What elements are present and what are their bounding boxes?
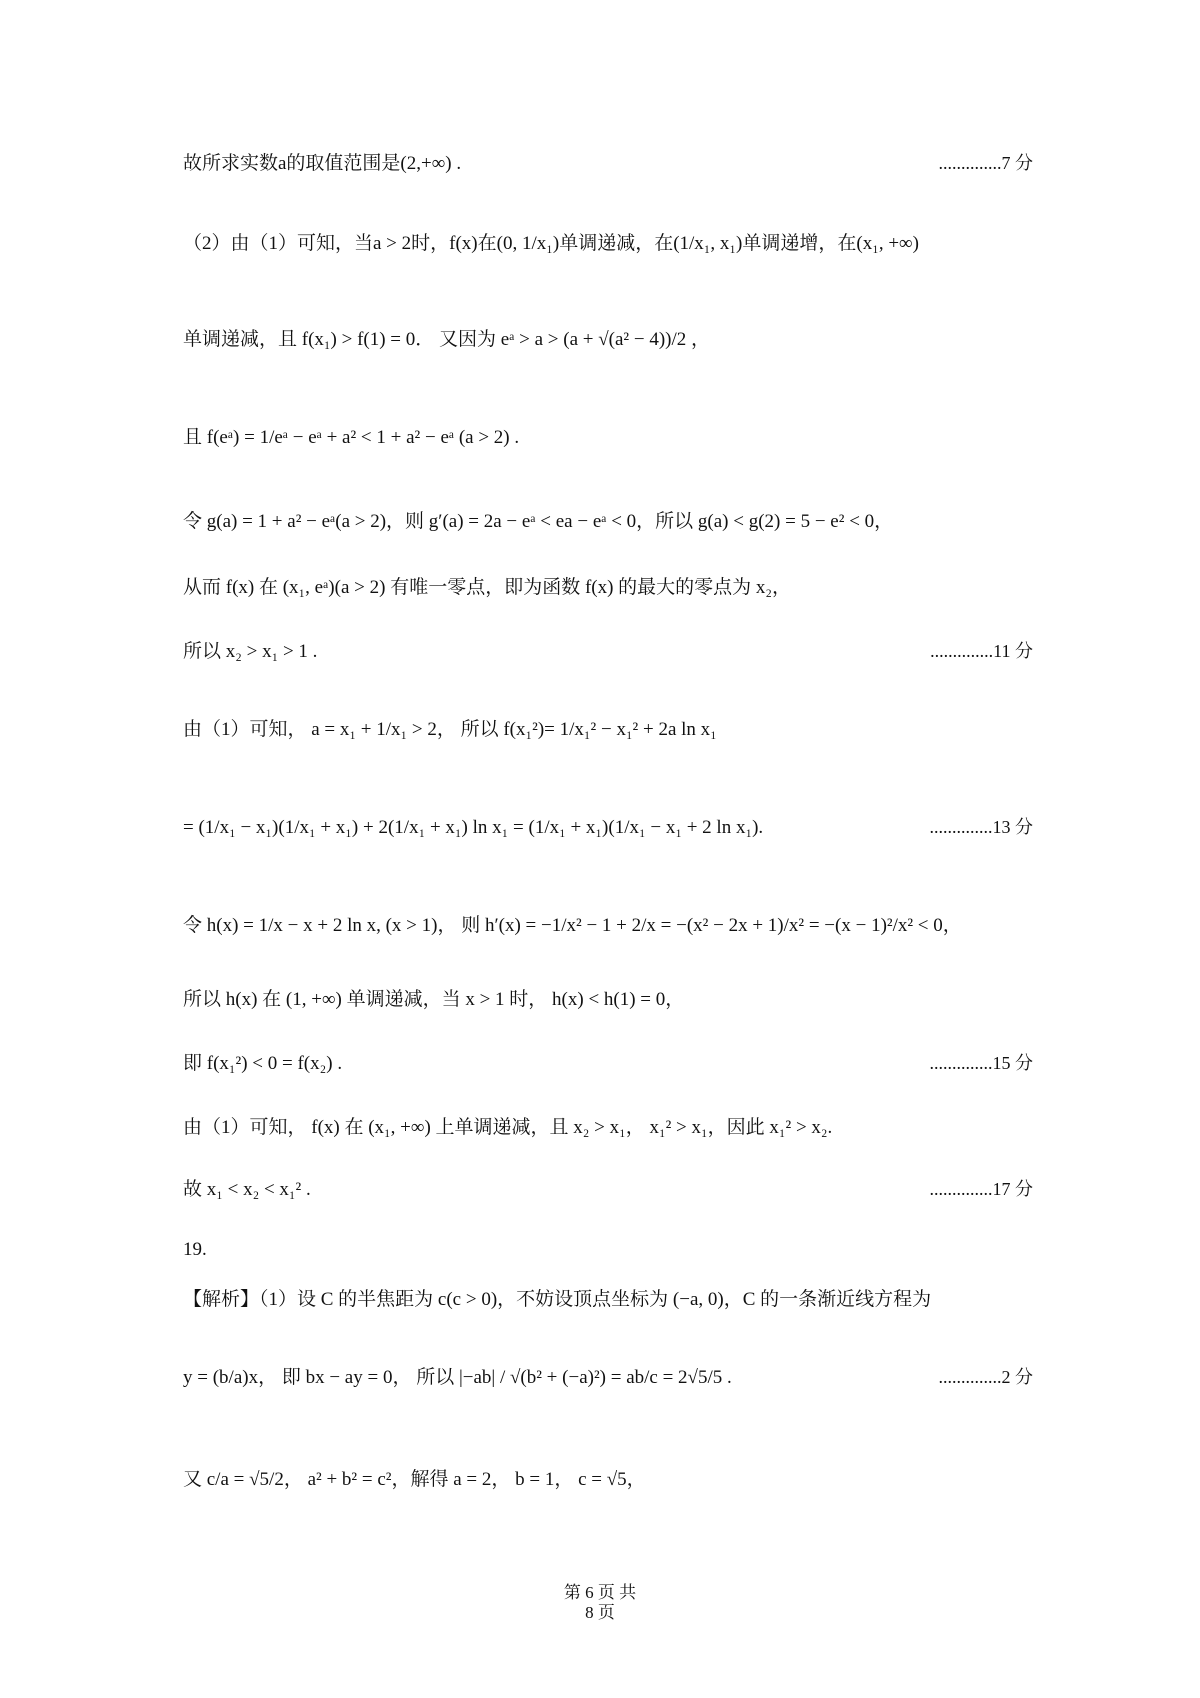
score-marker: ..............7 分 xyxy=(938,153,1033,173)
text-line-16 xyxy=(183,1290,1033,1309)
text-line-13 xyxy=(183,1118,1033,1137)
text-line-3 xyxy=(183,330,1033,349)
text-line-9 xyxy=(183,818,1033,837)
text-line-8 xyxy=(183,720,1033,739)
text-line-10 xyxy=(183,916,1033,935)
score-marker: ..............2 分 xyxy=(938,1367,1033,1387)
text-line-11 xyxy=(183,990,1033,1009)
line-text: 即 f(x₁²) < 0 = f(x₂) . xyxy=(183,1053,343,1074)
page-number-total: 8 页 xyxy=(585,1603,615,1622)
line-text: 【解析】（1）设 C 的半焦距为 c(c > 0)，不妨设顶点坐标为 (−a, 0)，C 的一条渐近线方程为 xyxy=(183,1289,932,1310)
line-text: 从而 f(x) 在 (x₁, eᵃ)(a > 2) 有唯一零点，即为函数 f(x) 的最大的零点为 x₂， xyxy=(183,577,792,598)
line-text: 19. xyxy=(183,1239,207,1260)
score-marker: ..............11 分 xyxy=(930,641,1033,661)
text-line-17 xyxy=(183,1368,1033,1387)
line-text: 且 f(eᵃ) = 1/eᵃ − eᵃ + a² < 1 + a² − eᵃ (a > 2) . xyxy=(183,427,520,448)
line-text: （2）由（1）可知，当a > 2时，f(x)在(0, 1/x₁)单调递减，在(1/x₁, x₁)单调递增，在(x₁, +∞) xyxy=(183,233,919,254)
line-text: 单调递减，且 f(x₁) > f(1) = 0． 又因为 eᵃ > a > (a + √(a² − 4))/2 ， xyxy=(183,329,711,350)
line-text: 令 h(x) = 1/x − x + 2 ln x, (x > 1)， 则 h′(x) = −1/x² − 1 + 2/x = −(x² − 2x + 1)/x² = −(x − 1)²/x² < 0， xyxy=(183,915,962,936)
line-text: 令 g(a) = 1 + a² − eᵃ(a > 2)，则 g′(a) = 2a − eᵃ < ea − eᵃ < 0，所以 g(a) < g(2) = 5 − e² < 0， xyxy=(183,511,894,532)
line-text: 由（1）可知， a = x₁ + 1/x₁ > 2， 所以 f(x₁²)= 1/x₁² − x₁² + 2a ln x₁ xyxy=(183,719,717,740)
page-number: 第 6 页 共 xyxy=(563,1583,637,1602)
line-text: 由（1）可知， f(x) 在 (x₁, +∞) 上单调递减，且 x₂ > x₁， x₁² > x₁，因此 x₁² > x₂. xyxy=(183,1117,833,1138)
text-line-1 xyxy=(183,154,1033,173)
text-line-2 xyxy=(183,234,1033,253)
line-text: 故 x₁ < x₂ < x₁² . xyxy=(183,1179,311,1200)
score-marker: ..............13 分 xyxy=(929,817,1033,837)
line-text: = (1/x₁ − x₁)(1/x₁ + x₁) + 2(1/x₁ + x₁) ln x₁ = (1/x₁ + x₁)(1/x₁ − x₁ + 2 ln x₁). xyxy=(183,817,764,838)
text-line-7 xyxy=(183,642,1033,661)
text-line-4 xyxy=(183,428,1033,447)
line-text: 所以 h(x) 在 (1, +∞) 单调递减，当 x > 1 时， h(x) < h(1) = 0， xyxy=(183,989,685,1010)
text-line-5 xyxy=(183,512,1033,531)
text-line-6 xyxy=(183,578,1033,597)
text-line-14 xyxy=(183,1180,1033,1199)
line-text: 故所求实数a的取值范围是(2,+∞) . xyxy=(183,153,462,174)
line-text: 又 c/a = √5/2， a² + b² = c²，解得 a = 2， b = 1， c = √5， xyxy=(183,1469,646,1490)
score-marker: ..............15 分 xyxy=(929,1053,1033,1073)
text-line-18 xyxy=(183,1470,1033,1489)
score-marker: ..............17 分 xyxy=(929,1179,1033,1199)
text-line-12 xyxy=(183,1054,1033,1073)
text-line-15 xyxy=(183,1240,1033,1259)
line-text: 所以 x₂ > x₁ > 1 . xyxy=(183,641,318,662)
line-text: y = (b/a)x， 即 bx − ay = 0， 所以 |−ab| / √(b² + (−a)²) = ab/c = 2√5/5 . xyxy=(183,1367,732,1388)
